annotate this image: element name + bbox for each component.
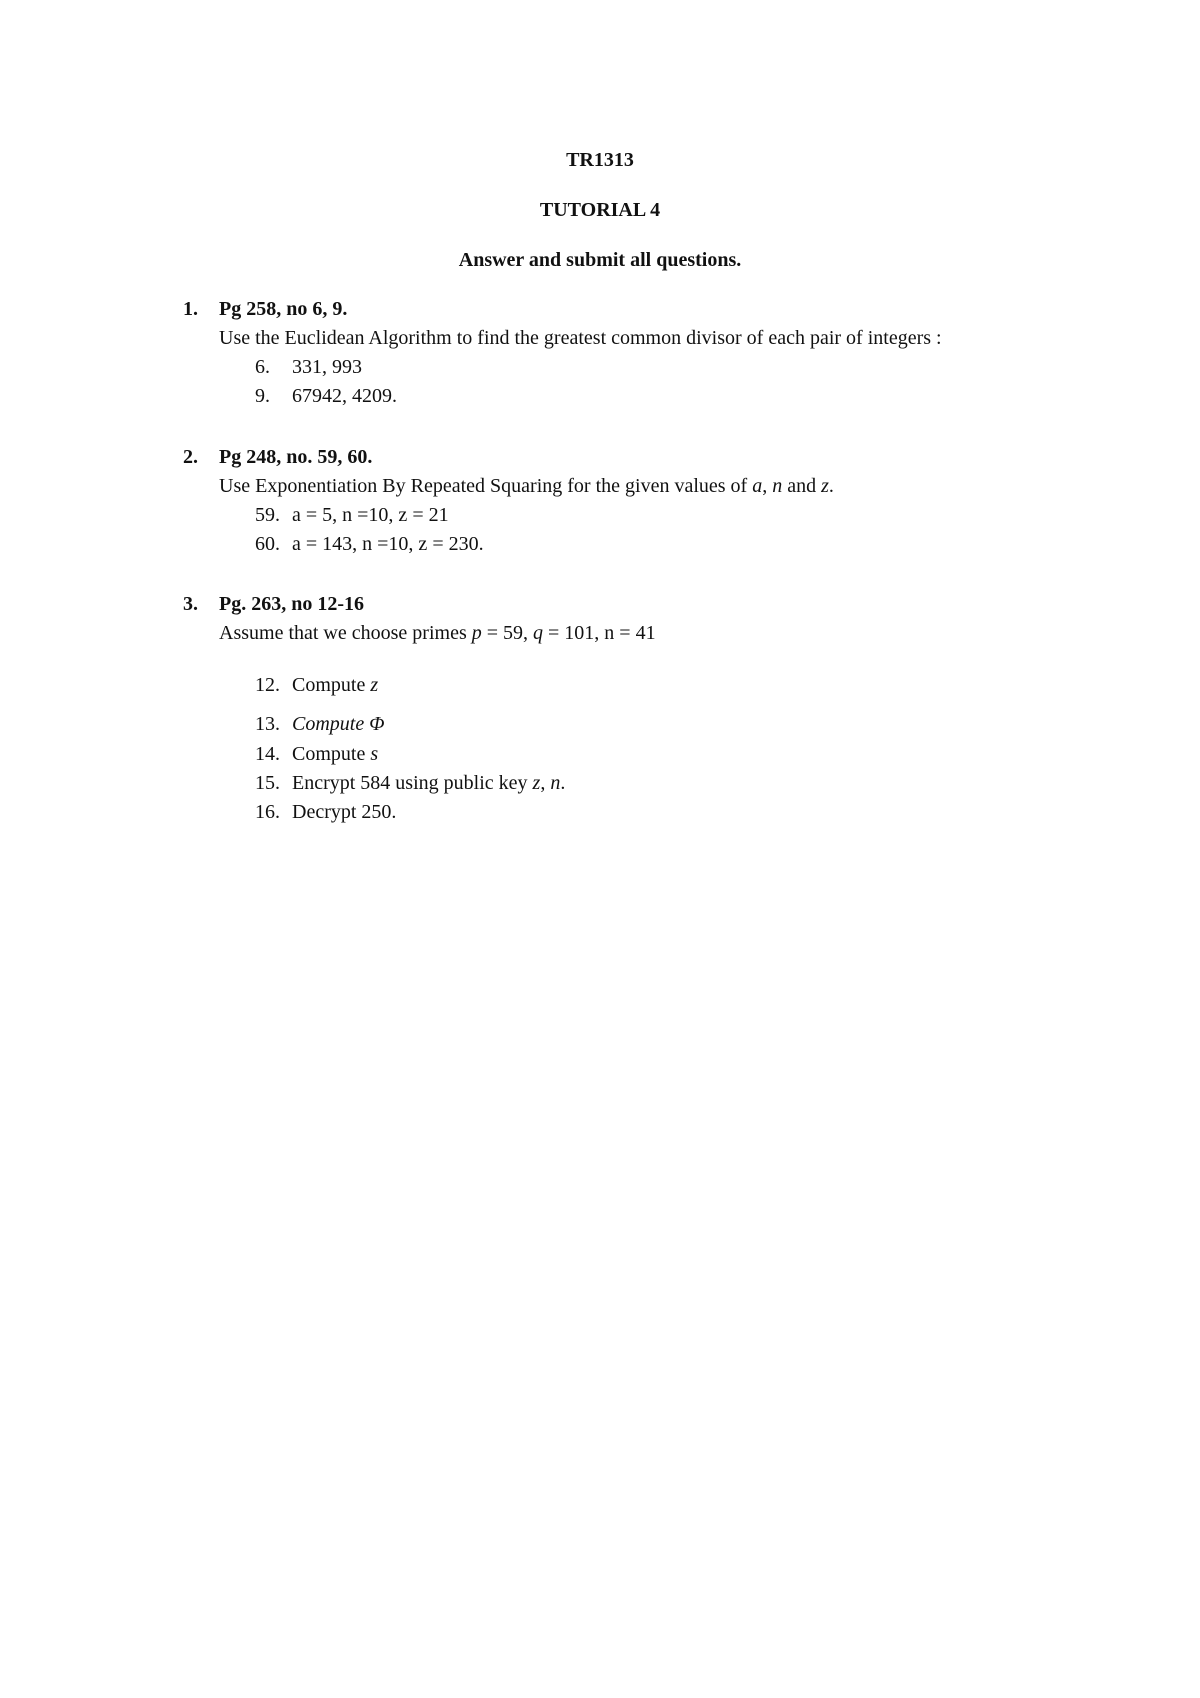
instruction-line: Answer and submit all questions.	[458, 249, 742, 271]
question-1-prompt: Use the Euclidean Algorithm to find the greatest common divisor of each pair of integers :	[219, 327, 942, 349]
question-2-item-59-number: 59.	[255, 504, 280, 526]
question-2-item-60-number: 60.	[255, 533, 280, 555]
variable-p: p	[471, 622, 482, 644]
prompt-text: Assume that we choose primes	[219, 622, 472, 644]
variable-n: n	[550, 772, 561, 794]
item-text: ,	[540, 772, 551, 794]
question-1-number: 1.	[183, 298, 198, 320]
question-3-item-15-text	[292, 771, 565, 795]
question-3-item-16-number: 16.	[255, 801, 280, 823]
variable-s: s	[370, 743, 379, 765]
question-2-item-60-text: a = 143, n =10, z = 230.	[292, 533, 484, 555]
question-2-item-59-text: a = 5, n =10, z = 21	[292, 504, 449, 526]
prompt-text: Use Exponentiation By Repeated Squaring for the given values of	[219, 475, 753, 497]
variable-q: q	[533, 622, 544, 644]
question-3-item-13-text	[292, 712, 384, 736]
variable-z: z	[370, 674, 379, 696]
question-3-item-13-number: 13.	[255, 713, 280, 735]
item-text: Compute	[292, 674, 371, 696]
variable-z: z	[821, 475, 829, 497]
question-2-number: 2.	[183, 446, 198, 468]
prompt-text: and	[782, 475, 822, 497]
item-text: Compute	[292, 743, 371, 765]
question-1-item-6-text: 331, 993	[292, 356, 362, 378]
question-3-item-14-number: 14.	[255, 743, 280, 765]
question-3-number: 3.	[183, 593, 198, 615]
prompt-text: = 59,	[481, 622, 534, 644]
variable-n: n	[772, 475, 783, 497]
prompt-text: .	[828, 475, 834, 497]
question-2-prompt	[219, 474, 834, 498]
question-1-item-9-number: 9.	[255, 385, 270, 407]
question-3-item-16-text	[292, 800, 396, 824]
prompt-text: = 101, n = 41	[543, 622, 656, 644]
question-3-item-14-text	[292, 742, 378, 766]
question-3-prompt	[219, 621, 656, 645]
item-text: Encrypt 584 using public key	[292, 772, 533, 794]
question-2-heading: Pg 248, no. 59, 60.	[219, 446, 373, 468]
question-1-heading: Pg 258, no 6, 9.	[219, 298, 348, 320]
question-3-item-15-number: 15.	[255, 772, 280, 794]
question-1-item-6-number: 6.	[255, 356, 270, 378]
tutorial-title: TUTORIAL 4	[539, 199, 661, 221]
question-3-heading: Pg. 263, no 12-16	[219, 593, 364, 615]
prompt-text: ,	[762, 475, 773, 497]
question-3-item-12-text	[292, 673, 378, 697]
question-1-item-9-text: 67942, 4209.	[292, 385, 397, 407]
item-text: .	[560, 772, 566, 794]
question-3-item-12-number: 12.	[255, 674, 280, 696]
item-text: Compute Φ	[292, 713, 385, 735]
variable-z: z	[532, 772, 541, 794]
course-code: TR1313	[566, 149, 634, 171]
item-text: Decrypt 250.	[292, 801, 397, 823]
variable-a: a	[752, 475, 763, 497]
